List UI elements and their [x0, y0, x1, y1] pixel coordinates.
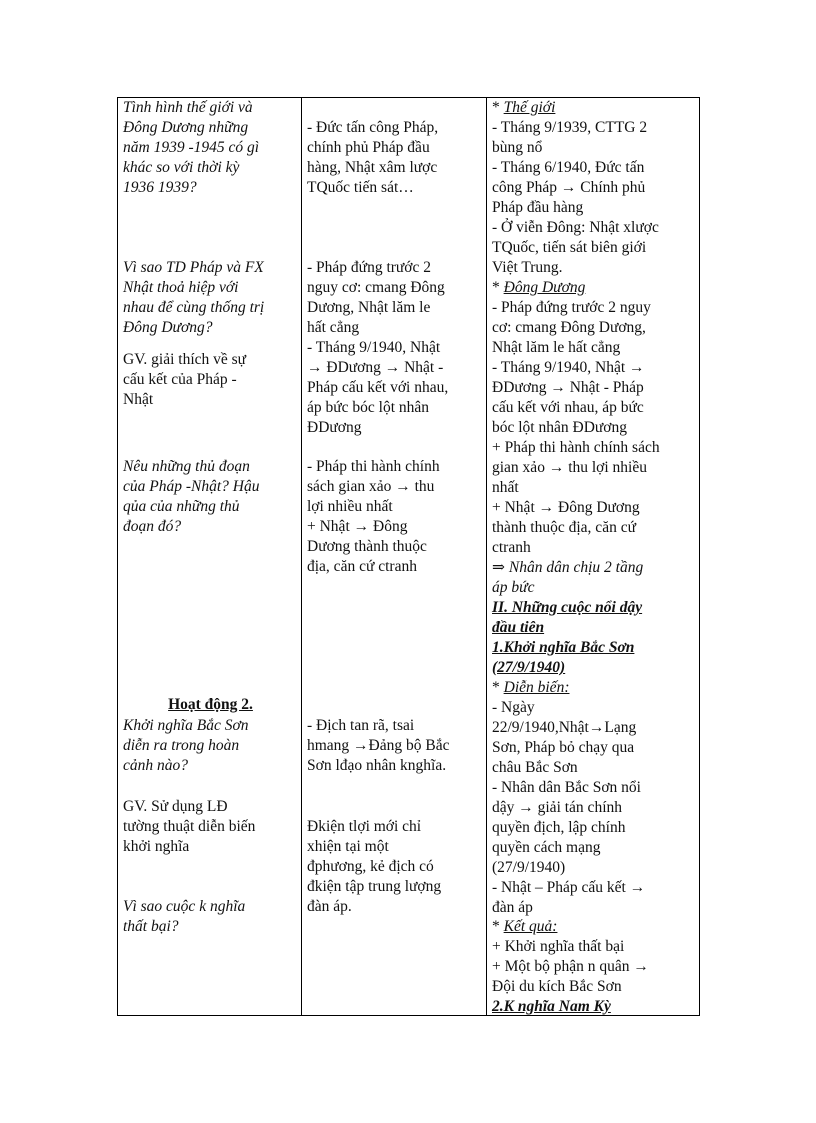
- answer-compromise: - Pháp đứng trước 2 nguy cơ: cmang Đông Dương, Nhật lăm le hất cẳng - Tháng 9/1940, Nhật → ĐDương → Nhật - Pháp cấu kết với nhau, áp bức bóc lột nhân ĐDương: [307, 259, 449, 436]
- question-bac-son-context: Khởi nghĩa Bắc Sơn diễn ra trong hoàn cảnh nào?: [123, 717, 249, 774]
- question-world-situation: Tình hình thế giới và Đông Dương những năm 1939 -1945 có gì khác so với thời kỳ 1936 1939?: [123, 99, 260, 196]
- progress-title: Diễn biến:: [503, 679, 570, 696]
- activity-2-heading: Hoạt động 2.: [168, 696, 253, 713]
- teacher-note-map: GV. Sử dụng LĐ tường thuật diễn biến khởi nghĩa: [123, 798, 256, 855]
- teacher-note-collusion: GV. giải thích về sự cấu kết của Pháp - Nhật: [123, 351, 247, 408]
- answer-failure-reason: Đkiện tlợi mới chỉ xhiện tại một đphương, kẻ địch có đkiện tập trung lượng đàn áp.: [307, 818, 442, 915]
- column-divider: [486, 98, 487, 1015]
- answer-bac-son-context: - Địch tan rã, tsai hmang →Đảng bộ Bắc Sơn lđạo nhân knghĩa.: [307, 717, 450, 774]
- world-title: Thế giới: [503, 99, 556, 116]
- world-heading: * Thế giới: [492, 99, 556, 116]
- column-divider: [301, 98, 302, 1015]
- bac-son-heading: 1.Khởi nghĩa Bắc Sơn (27/9/1940): [492, 639, 635, 676]
- section-ii-heading: II. Những cuộc nổi dậy đầu tiên: [492, 599, 643, 636]
- lesson-table: [117, 97, 700, 1016]
- world-content: - Tháng 9/1939, CTTG 2 bùng nổ - Tháng 6/1940, Đức tấn công Pháp → Chính phủ Pháp đầu hàng - Ở viễn Đông: Nhật xlược TQuốc, tiến sát biên giới Việt Trung.: [492, 119, 659, 276]
- answer-world-situation: - Đức tấn công Pháp, chính phủ Pháp đầu hàng, Nhật xâm lược TQuốc tiến sát…: [307, 119, 439, 196]
- progress-content: - Ngày 22/9/1940,Nhật→Lạng Sơn, Pháp bỏ chạy qua châu Bắc Sơn - Nhân dân Bắc Sơn nổi dậy → giải tán chính quyền địch, lập chính quyền cách mạng (27/9/1940) - Nhật – Pháp cấu kết → đàn áp: [492, 699, 646, 916]
- question-failure-reason: Vì sao cuộc k nghĩa thất bại?: [123, 898, 246, 935]
- indochina-content: - Pháp đứng trước 2 nguy cơ: cmang Đông Dương, Nhật lăm le hất cẳng - Tháng 9/1940, Nhật → ĐDương → Nhật - Pháp cấu kết với nhau, áp bức bóc lột nhân ĐDương + Pháp thi hành chính sách gian xảo → thu lợi nhiều nhất + Nhật → Đông Dương thành thuộc địa, căn cứ ctranh: [492, 299, 660, 556]
- result-title: Kết quả:: [503, 918, 558, 935]
- result-content: + Khởi nghĩa thất bại + Một bộ phận n quân → Đội du kích Bắc Sơn: [492, 938, 649, 995]
- indochina-title: Đông Dương: [503, 279, 586, 296]
- result-heading: * Kết quả:: [492, 918, 558, 935]
- question-compromise: Vì sao TD Pháp và FX Nhật thoả hiệp với nhau để cùng thống trị Đông Dương?: [123, 259, 265, 336]
- question-tactics: Nêu những thủ đoạn của Pháp -Nhật? Hậu qủa của những thủ đoạn đó?: [123, 458, 260, 535]
- consequence-note: ⇒ Nhân dân chịu 2 tầng áp bức: [492, 559, 644, 596]
- nam-ky-heading: 2.K nghĩa Nam Kỳ: [492, 998, 611, 1015]
- indochina-heading: * Đông Dương: [492, 279, 586, 296]
- answer-tactics: - Pháp thi hành chính sách gian xảo → thu lợi nhiều nhất + Nhật → Đông Dương thành thuộc địa, căn cứ ctranh: [307, 458, 440, 575]
- progress-heading: * Diễn biến:: [492, 679, 570, 696]
